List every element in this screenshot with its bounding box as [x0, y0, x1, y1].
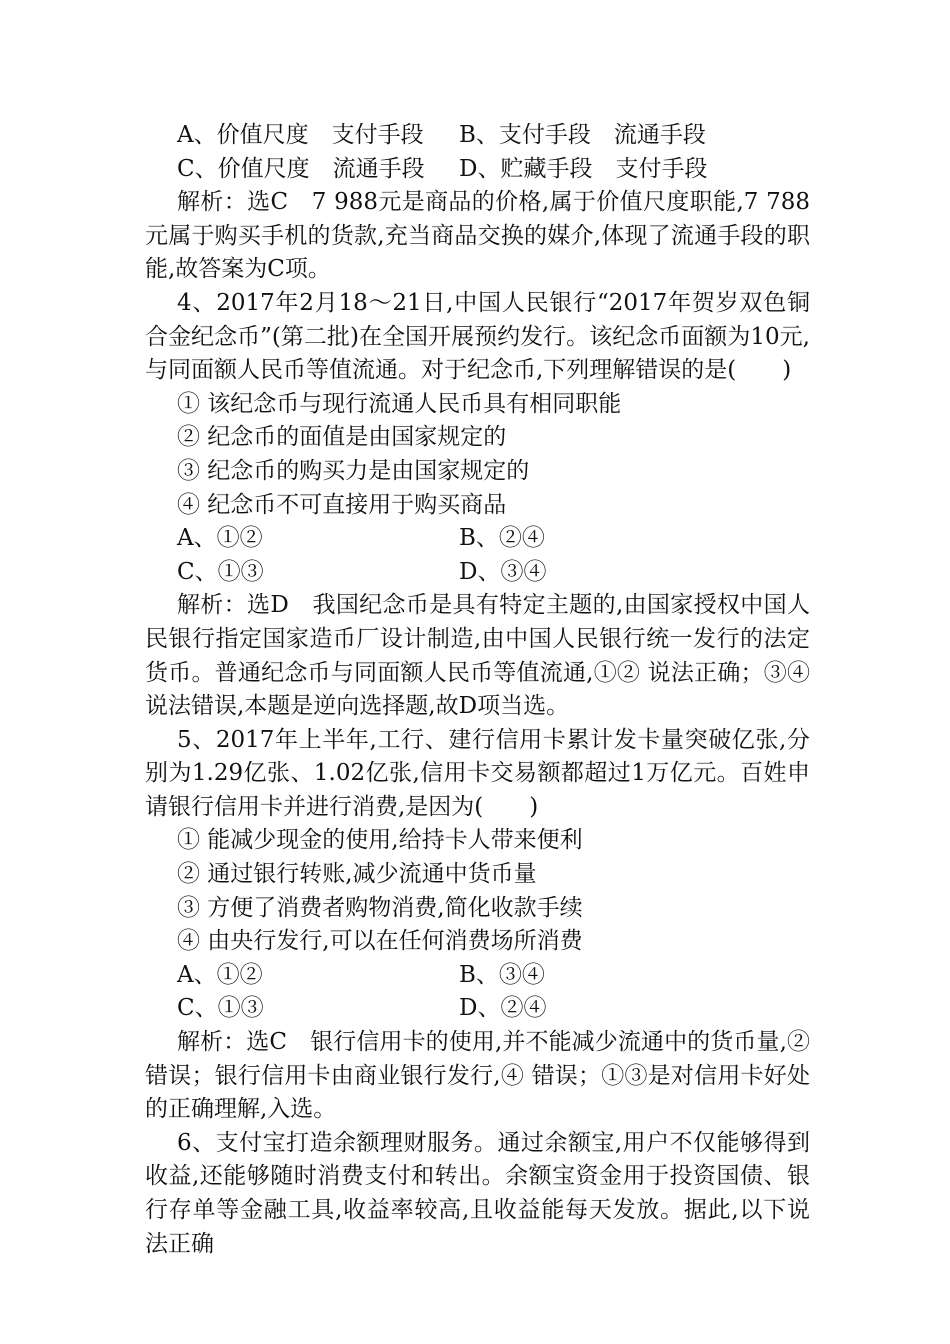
statement-item: ④ 由央行发行,可以在任何消费场所消费 [177, 928, 583, 955]
question-stem: 5、2017年上半年,工行、建行信用卡累计发卡量突破亿张,分别为1.29亿张、1.02亿张,信用卡交易额都超过1万亿元。百姓申请银行信用卡并进行消费,是因为( ) [145, 726, 810, 820]
option-c: C、价值尺度 流通手段 [177, 155, 425, 182]
analysis-paragraph: 解析：选C 7 988元是商品的价格,属于价值尺度职能,7 788元属于购买手机的货款,充当商品交换的媒介,体现了流通手段的职能,故答案为C项。 [145, 189, 810, 283]
question-5-block [145, 724, 810, 1127]
option-b: B、③④ [459, 961, 545, 988]
option-d: D、贮藏手段 支付手段 [459, 155, 708, 182]
option-d: D、③④ [459, 558, 547, 585]
document-page [145, 119, 810, 1261]
option-c: C、①③ [177, 558, 264, 585]
option-c: C、①③ [177, 995, 264, 1022]
question-3-block [145, 119, 810, 287]
option-b: B、支付手段 流通手段 [459, 122, 706, 148]
option-a: A、价值尺度 支付手段 [177, 122, 424, 148]
option-a: A、①② [177, 525, 263, 552]
options-row [145, 992, 810, 1026]
analysis-paragraph: 解析：选D 我国纪念币是具有特定主题的,由国家授权中国人民银行指定国家造币厂设计制造,由中国人民银行统一发行的法定货币。普通纪念币与同面额人民币等值流通,①② 说法正确；③④说法错误,本题是逆向选择题,故D项当选。 [145, 592, 810, 720]
options-row [145, 522, 810, 556]
options-row [145, 959, 810, 993]
statement-item: ③ 纪念币的购买力是由国家规定的 [177, 457, 530, 484]
statement-item: ④ 纪念币不可直接用于购买商品 [177, 491, 507, 518]
statement-item: ③ 方便了消费者购物消费,简化收款手续 [177, 894, 583, 921]
statement-item: ① 能减少现金的使用,给持卡人带来便利 [177, 827, 583, 854]
options-row [145, 119, 810, 153]
question-stem: 6、支付宝打造余额理财服务。通过余额宝,用户不仅能够得到收益,还能够随时消费支付和转出。余额宝资金用于投资国债、银行存单等金融工具,收益率较高,且收益能每天发放。据此,以下说法正确 [145, 1129, 810, 1257]
options-row [145, 556, 810, 590]
options-row [145, 153, 810, 187]
option-a: A、①② [177, 961, 263, 988]
analysis-paragraph: 解析：选C 银行信用卡的使用,并不能减少流通中的货币量,②错误；银行信用卡由商业银行发行,④ 错误；①③是对信用卡好处的正确理解,入选。 [145, 1029, 810, 1123]
option-b: B、②④ [459, 525, 545, 552]
question-4-block [145, 287, 810, 724]
statement-item: ② 纪念币的面值是由国家规定的 [177, 424, 507, 451]
option-d: D、②④ [459, 995, 547, 1022]
question-6-block [145, 1127, 810, 1261]
statement-item: ① 该纪念币与现行流通人民币具有相同职能 [177, 390, 622, 417]
statement-item: ② 通过银行转账,减少流通中货币量 [177, 861, 537, 888]
question-stem: 4、2017年2月18～21日,中国人民银行“2017年贺岁双色铜合金纪念币”(第二批)在全国开展预约发行。该纪念币面额为10元,与同面额人民币等值流通。对于纪念币,下列理解错误的是( ) [145, 289, 810, 384]
